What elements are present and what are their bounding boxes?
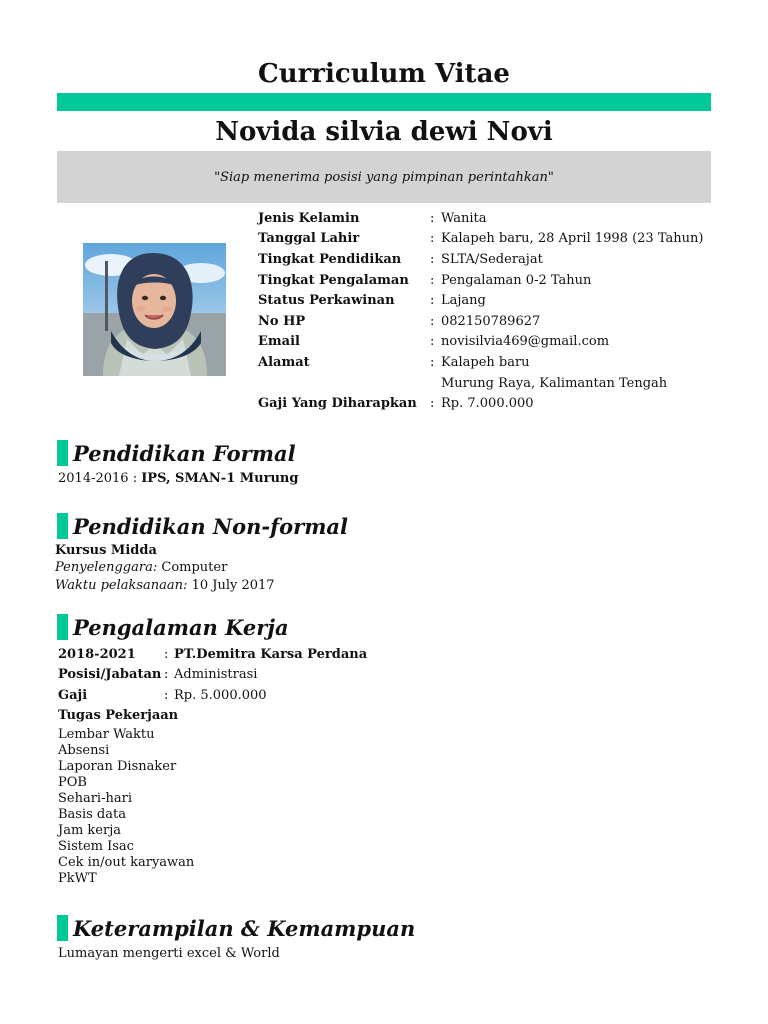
job-company: PT.Demitra Karsa Perdana — [174, 646, 368, 662]
task-item: Lembar Waktu — [58, 727, 155, 742]
job-entry — [58, 644, 367, 726]
section-formal-education — [57, 439, 296, 467]
info-row-education-level — [258, 249, 703, 270]
section-work-experience — [57, 613, 289, 641]
info-row-address-line2 — [258, 373, 703, 394]
info-label: Tingkat Pendidikan — [258, 251, 402, 267]
task-item: Laporan Disnaker — [58, 759, 177, 774]
section-title: Pendidikan Non-formal — [73, 513, 349, 539]
task-item: Cek in/out karyawan — [58, 855, 195, 870]
profile-photo — [83, 243, 226, 376]
info-colon: : — [430, 313, 435, 329]
task-item: Sehari-hari — [58, 791, 132, 806]
task-item: Absensi — [58, 743, 110, 758]
education-school: IPS, SMAN-1 Murung — [141, 471, 299, 486]
info-label: Status Perkawinan — [258, 293, 395, 309]
task-item: PkWT — [58, 871, 97, 886]
section-title: Keterampilan & Kemampuan — [73, 915, 416, 941]
info-row-address — [258, 352, 703, 373]
course-organizer — [55, 559, 227, 576]
info-colon: : — [430, 293, 435, 309]
info-colon: : — [430, 210, 435, 226]
info-label: Gaji Yang Diharapkan — [258, 396, 417, 412]
section-marker — [57, 440, 68, 466]
info-label: No HP — [258, 313, 306, 329]
info-value: Kalapeh baru, 28 April 1998 (23 Tahun) — [441, 231, 704, 247]
course-date — [55, 577, 275, 594]
task-item: Jam kerja — [58, 823, 121, 838]
info-label: Email — [258, 334, 300, 350]
info-value: Kalapeh baru — [441, 354, 530, 370]
info-row-phone — [258, 311, 703, 332]
info-row-experience-level — [258, 270, 703, 291]
education-years: 2014-2016 : — [58, 471, 138, 486]
title-accent-bar — [57, 93, 711, 111]
tagline-box — [57, 151, 711, 203]
job-colon: : — [164, 646, 169, 662]
job-row-position — [58, 665, 367, 686]
info-label: Alamat — [258, 354, 310, 370]
section-marker — [57, 513, 68, 539]
tasks-heading: Tugas Pekerjaan — [58, 708, 179, 724]
document-title: Curriculum Vitae — [258, 59, 510, 89]
task-item: POB — [58, 775, 87, 790]
info-label: Tanggal Lahir — [258, 231, 360, 247]
section-title: Pengalaman Kerja — [73, 614, 289, 640]
job-row-period — [58, 644, 367, 665]
info-value: Lajang — [441, 293, 486, 309]
info-value: Wanita — [441, 210, 487, 226]
section-nonformal-education — [57, 512, 348, 540]
info-colon: : — [430, 251, 435, 267]
info-colon: : — [430, 272, 435, 288]
section-title: Pendidikan Formal — [73, 440, 296, 466]
task-item: Basis data — [58, 807, 126, 822]
info-row-expected-salary — [258, 393, 703, 414]
tagline-text: "Siap menerima posisi yang pimpinan perintahkan" — [214, 169, 554, 185]
skills-text: Lumayan mengerti excel & World — [58, 946, 280, 961]
job-colon: : — [164, 687, 169, 703]
personal-info — [258, 208, 703, 414]
info-colon: : — [430, 334, 435, 350]
section-marker — [57, 915, 68, 941]
job-position: Administrasi — [174, 667, 258, 683]
info-row-marital-status — [258, 290, 703, 311]
date-label: Waktu pelaksanaan: — [55, 578, 188, 593]
task-list — [58, 727, 194, 887]
job-row-salary — [58, 685, 367, 706]
person-name: Novida silvia dewi Novi — [215, 117, 553, 147]
info-colon: : — [430, 396, 435, 412]
section-skills — [57, 914, 415, 942]
job-label: Posisi/Jabatan — [58, 667, 162, 683]
organizer-value: Computer — [161, 560, 228, 575]
address-line2: Murung Raya, Kalimantan Tengah — [441, 375, 668, 391]
date-value: 10 July 2017 — [191, 578, 275, 593]
info-value: SLTA/Sederajat — [441, 251, 543, 267]
course-name: Kursus Midda — [55, 543, 157, 558]
info-row-email — [258, 332, 703, 353]
task-item: Sistem Isac — [58, 839, 134, 854]
info-label: Tingkat Pengalaman — [258, 272, 409, 288]
email-address: novisilvia469@gmail.com — [441, 334, 610, 350]
job-period: 2018-2021 — [58, 646, 136, 662]
info-value: Pengalaman 0-2 Tahun — [441, 272, 592, 288]
job-colon: : — [164, 667, 169, 683]
organizer-label: Penyelenggara: — [55, 560, 158, 575]
job-row-tasks-heading — [58, 706, 367, 727]
formal-education-entry — [58, 470, 298, 487]
expected-salary: Rp. 7.000.000 — [441, 396, 534, 412]
info-colon: : — [430, 354, 435, 370]
section-marker — [57, 614, 68, 640]
info-label: Jenis Kelamin — [258, 210, 360, 226]
info-row-gender — [258, 208, 703, 229]
job-salary: Rp. 5.000.000 — [174, 687, 267, 703]
job-label: Gaji — [58, 687, 88, 703]
info-colon: : — [430, 231, 435, 247]
info-row-birth — [258, 229, 703, 250]
phone-number: 082150789627 — [441, 313, 541, 329]
